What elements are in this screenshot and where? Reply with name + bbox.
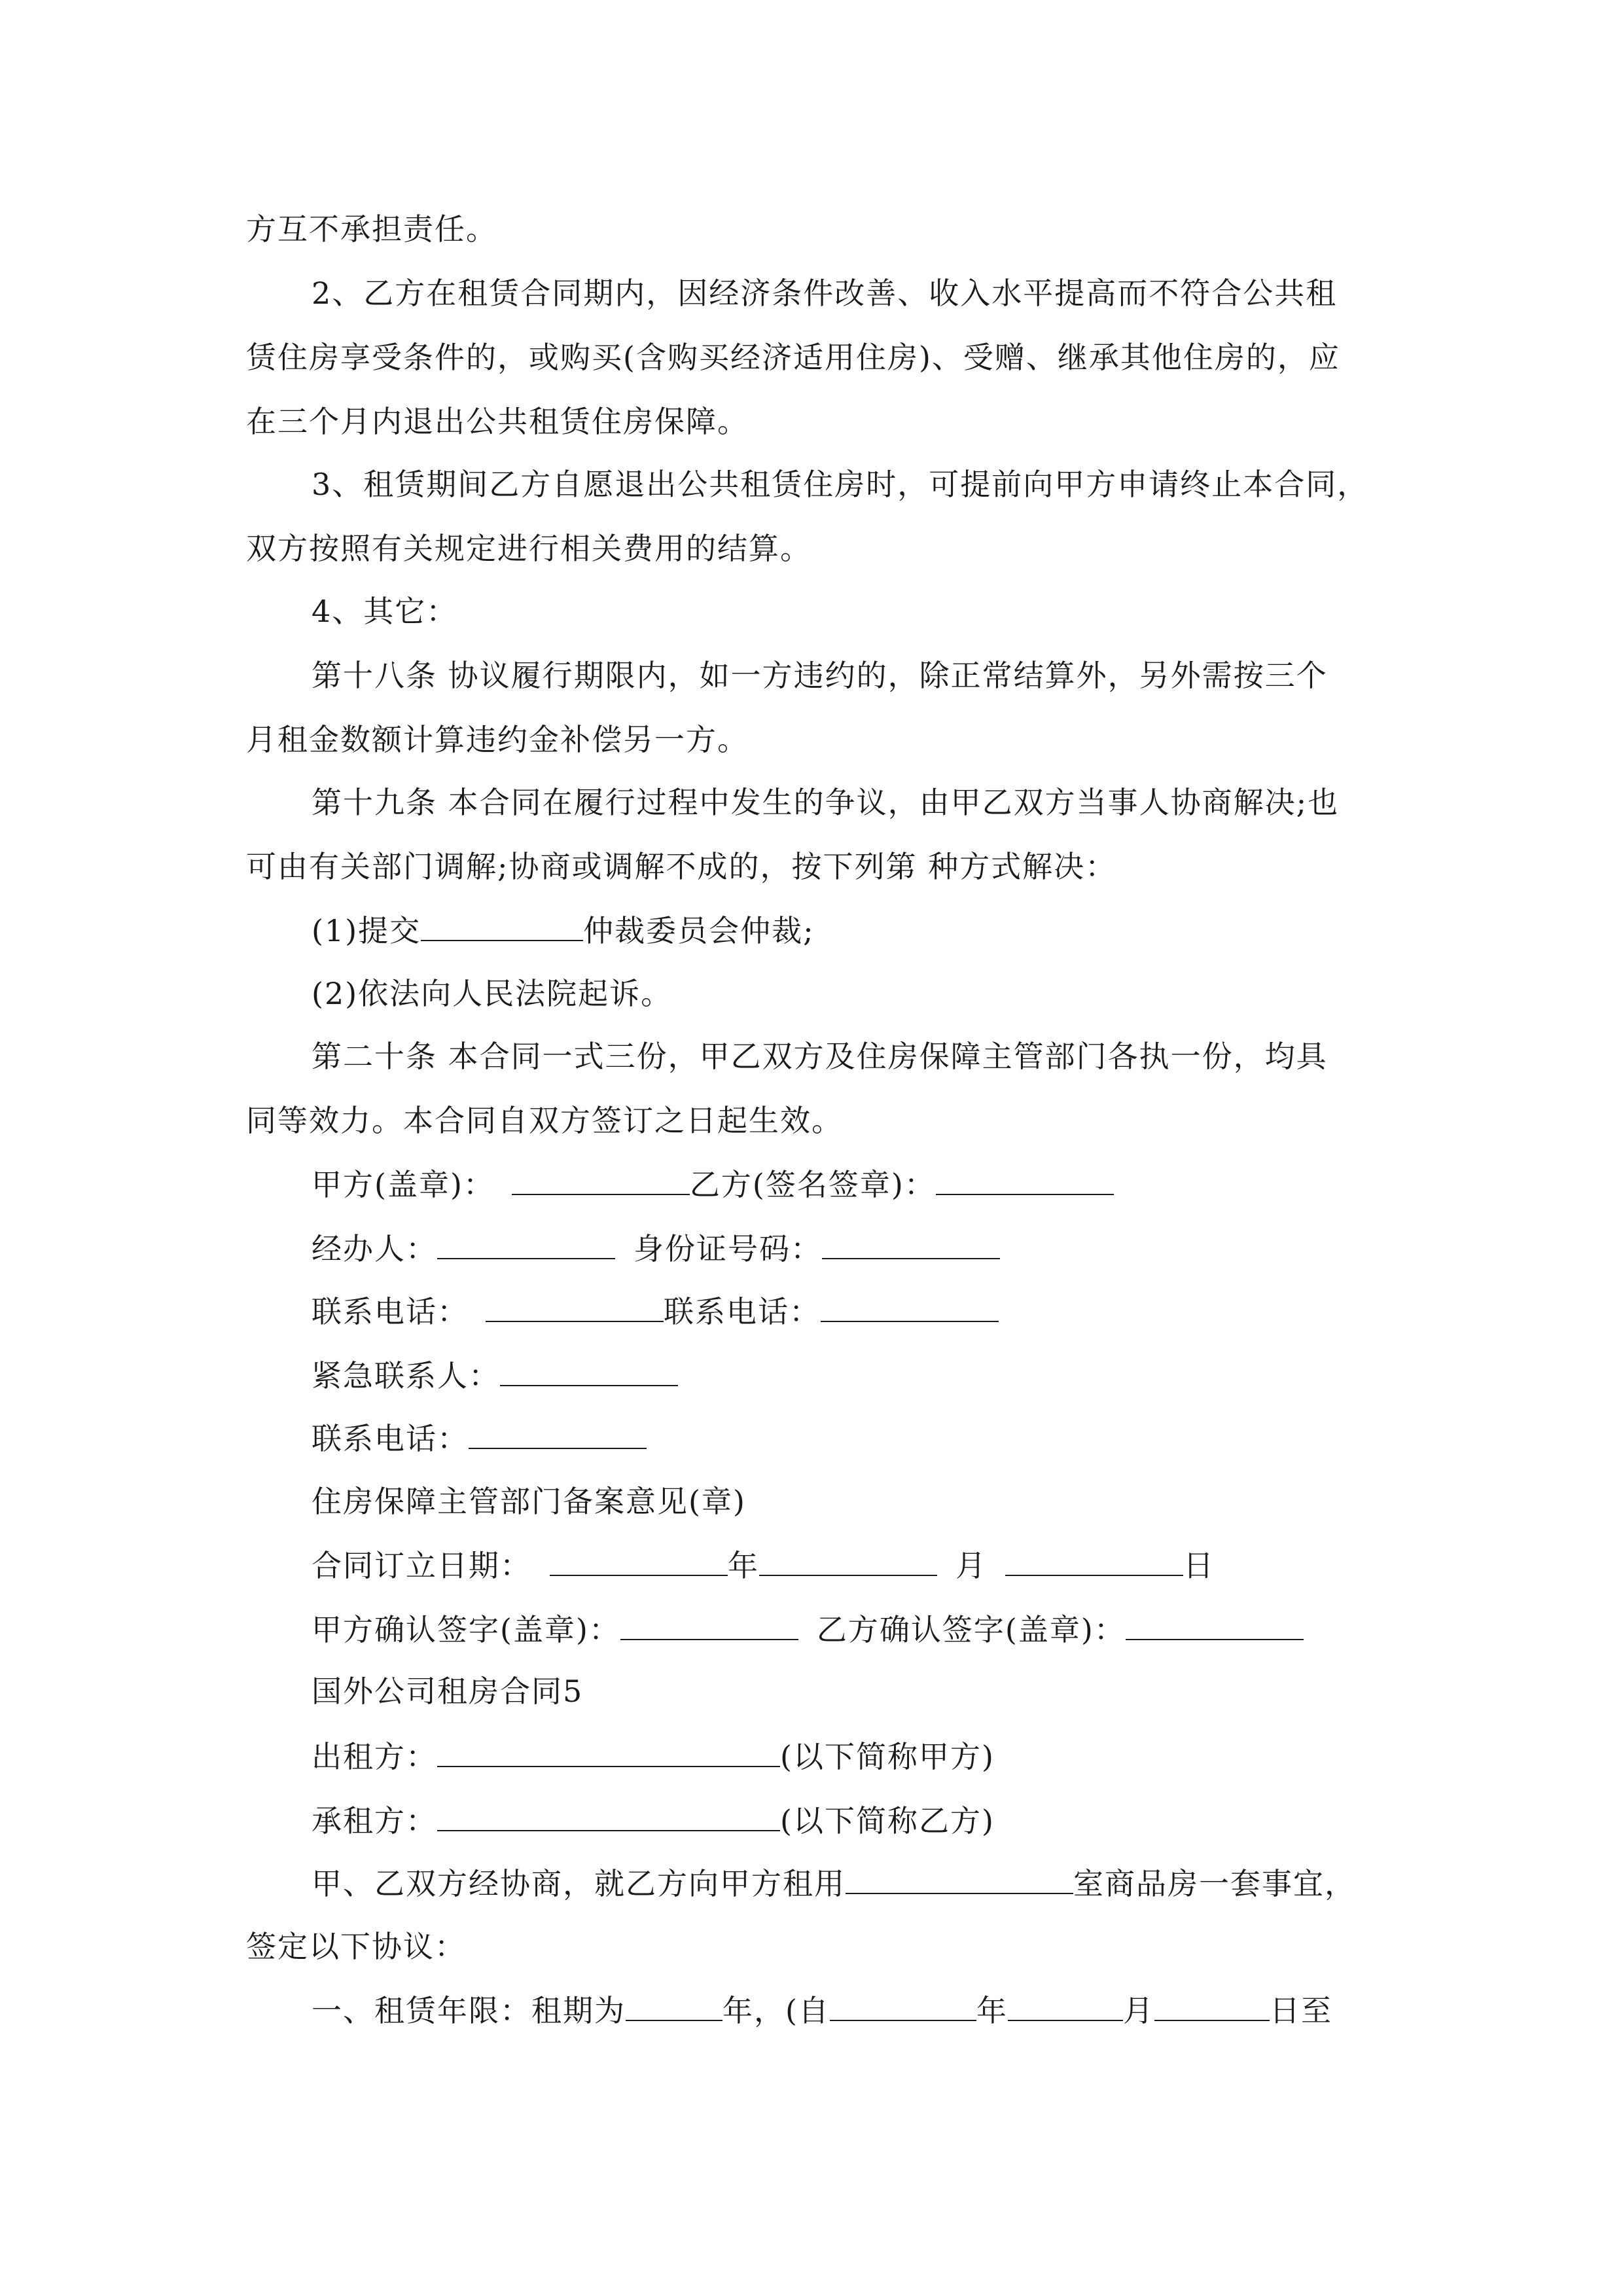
- term-year-label: 年: [976, 1993, 1008, 2028]
- article-20-line: 同等效力。本合同自双方签订之日起生效。: [246, 1103, 843, 1138]
- party-a-seal-blank[interactable]: [512, 1165, 690, 1195]
- year-label: 年: [728, 1548, 759, 1583]
- id-number-blank[interactable]: [822, 1229, 1000, 1259]
- room-blank[interactable]: [846, 1864, 1073, 1894]
- signature-row-phones: [312, 1292, 999, 1330]
- paragraph-line: 赁住房享受条件的，或购买(含购买经济适用住房)、受赠、继承其他住房的，应: [246, 340, 1340, 375]
- lessee-blank[interactable]: [437, 1801, 780, 1831]
- term-day-label: 日至: [1269, 1993, 1332, 2028]
- article-20-line: 第二十条 本合同一式三份，甲乙双方及住房保障主管部门各执一份，均具: [312, 1039, 1328, 1074]
- party-a-confirm-label: 甲方确认签字(盖章)：: [312, 1612, 620, 1647]
- lessor-row: [312, 1737, 995, 1775]
- party-a-confirm-blank[interactable]: [620, 1610, 798, 1640]
- article-19-line: 可由有关部门调解;协商或调解不成的，按下列第 种方式解决：: [246, 849, 1117, 884]
- lessor-label: 出租方：: [312, 1739, 437, 1774]
- term-start-year-blank[interactable]: [830, 1991, 976, 2021]
- emergency-contact-blank[interactable]: [500, 1356, 678, 1386]
- lessor-abbr: (以下简称甲方): [780, 1739, 995, 1774]
- date-year-blank[interactable]: [550, 1546, 728, 1576]
- lease-term-row: [312, 1991, 1332, 2029]
- id-number-label: 身份证号码：: [633, 1231, 822, 1266]
- emergency-contact-label: 紧急联系人：: [312, 1358, 500, 1393]
- paragraph-line: 双方按照有关规定进行相关费用的结算。: [246, 531, 812, 566]
- article-18-line: 第十八条 协议履行期限内，如一方违约的，除正常结算外，另外需按三个: [312, 658, 1328, 693]
- paragraph-line: 在三个月内退出公共租赁住房保障。: [246, 404, 749, 439]
- date-month-blank[interactable]: [759, 1546, 937, 1576]
- lessor-blank[interactable]: [437, 1737, 780, 1767]
- intro-line-2: 签定以下协议：: [246, 1929, 466, 1964]
- article-18-line: 月租金数额计算违约金补偿另一方。: [246, 722, 749, 757]
- paragraph-line: 方互不承担责任。: [246, 211, 497, 247]
- term-label: 一、租赁年限：租期为: [312, 1993, 626, 2028]
- month-label: 月: [955, 1548, 987, 1583]
- phone-a-blank[interactable]: [486, 1292, 664, 1322]
- signature-row-confirm: [312, 1610, 1304, 1648]
- term-month-label: 月: [1122, 1993, 1154, 2028]
- option-1-label: (1)提交: [312, 913, 421, 948]
- lessee-row: [312, 1801, 995, 1839]
- date-label: 合同订立日期：: [312, 1548, 531, 1583]
- agent-blank[interactable]: [437, 1229, 615, 1259]
- housing-dept-opinion: 住房保障主管部门备案意见(章): [312, 1484, 746, 1519]
- signature-row-parties: [312, 1165, 1114, 1203]
- phone-a-label: 联系电话：: [312, 1294, 469, 1329]
- intro-text: 甲、乙双方经协商，就乙方向甲方租用: [312, 1866, 846, 1901]
- arbitration-blank[interactable]: [421, 911, 583, 941]
- phone-b-blank[interactable]: [821, 1292, 999, 1322]
- phone-b-label: 联系电话：: [664, 1294, 821, 1329]
- phone-c-blank[interactable]: [469, 1419, 647, 1449]
- signature-row-emergency: [312, 1356, 678, 1394]
- term-years-suffix: 年，(自: [722, 1993, 830, 2028]
- paragraph-line: 4、其它：: [312, 594, 458, 629]
- contract-5-title: 国外公司租房合同5: [312, 1674, 584, 1709]
- agent-label: 经办人：: [312, 1231, 437, 1266]
- option-1-line: [312, 911, 815, 949]
- intro-suffix: 室商品房一套事宜，: [1073, 1866, 1356, 1901]
- day-label: 日: [1183, 1548, 1215, 1583]
- option-2-line: (2)依法向人民法院起诉。: [312, 976, 673, 1011]
- term-start-day-blank[interactable]: [1154, 1991, 1270, 2021]
- lessee-abbr: (以下简称乙方): [780, 1803, 995, 1839]
- signature-row-date: [312, 1546, 1215, 1584]
- party-b-confirm-blank[interactable]: [1126, 1610, 1304, 1640]
- signature-row-phone-c: [312, 1419, 647, 1457]
- term-years-blank[interactable]: [626, 1991, 722, 2021]
- party-b-sign-label: 乙方(签名签章)：: [689, 1167, 936, 1202]
- date-day-blank[interactable]: [1005, 1546, 1183, 1576]
- intro-row: [312, 1864, 1356, 1902]
- phone-c-label: 联系电话：: [312, 1421, 469, 1456]
- paragraph-line: 3、租赁期间乙方自愿退出公共租赁住房时，可提前向甲方申请终止本合同，: [312, 467, 1369, 502]
- paragraph-line: 2、乙方在租赁合同期内，因经济条件改善、收入水平提高而不符合公共租: [312, 276, 1338, 311]
- term-start-month-blank[interactable]: [1008, 1991, 1123, 2021]
- option-1-suffix: 仲裁委员会仲裁;: [583, 913, 815, 948]
- party-b-confirm-label: 乙方确认签字(盖章)：: [816, 1612, 1126, 1647]
- article-19-line: 第十九条 本合同在履行过程中发生的争议，由甲乙双方当事人协商解决;也: [312, 785, 1340, 820]
- lessee-label: 承租方：: [312, 1803, 437, 1839]
- party-a-seal-label: 甲方(盖章)：: [312, 1167, 495, 1202]
- signature-row-agent: [312, 1229, 1000, 1267]
- party-b-sign-blank[interactable]: [936, 1165, 1114, 1195]
